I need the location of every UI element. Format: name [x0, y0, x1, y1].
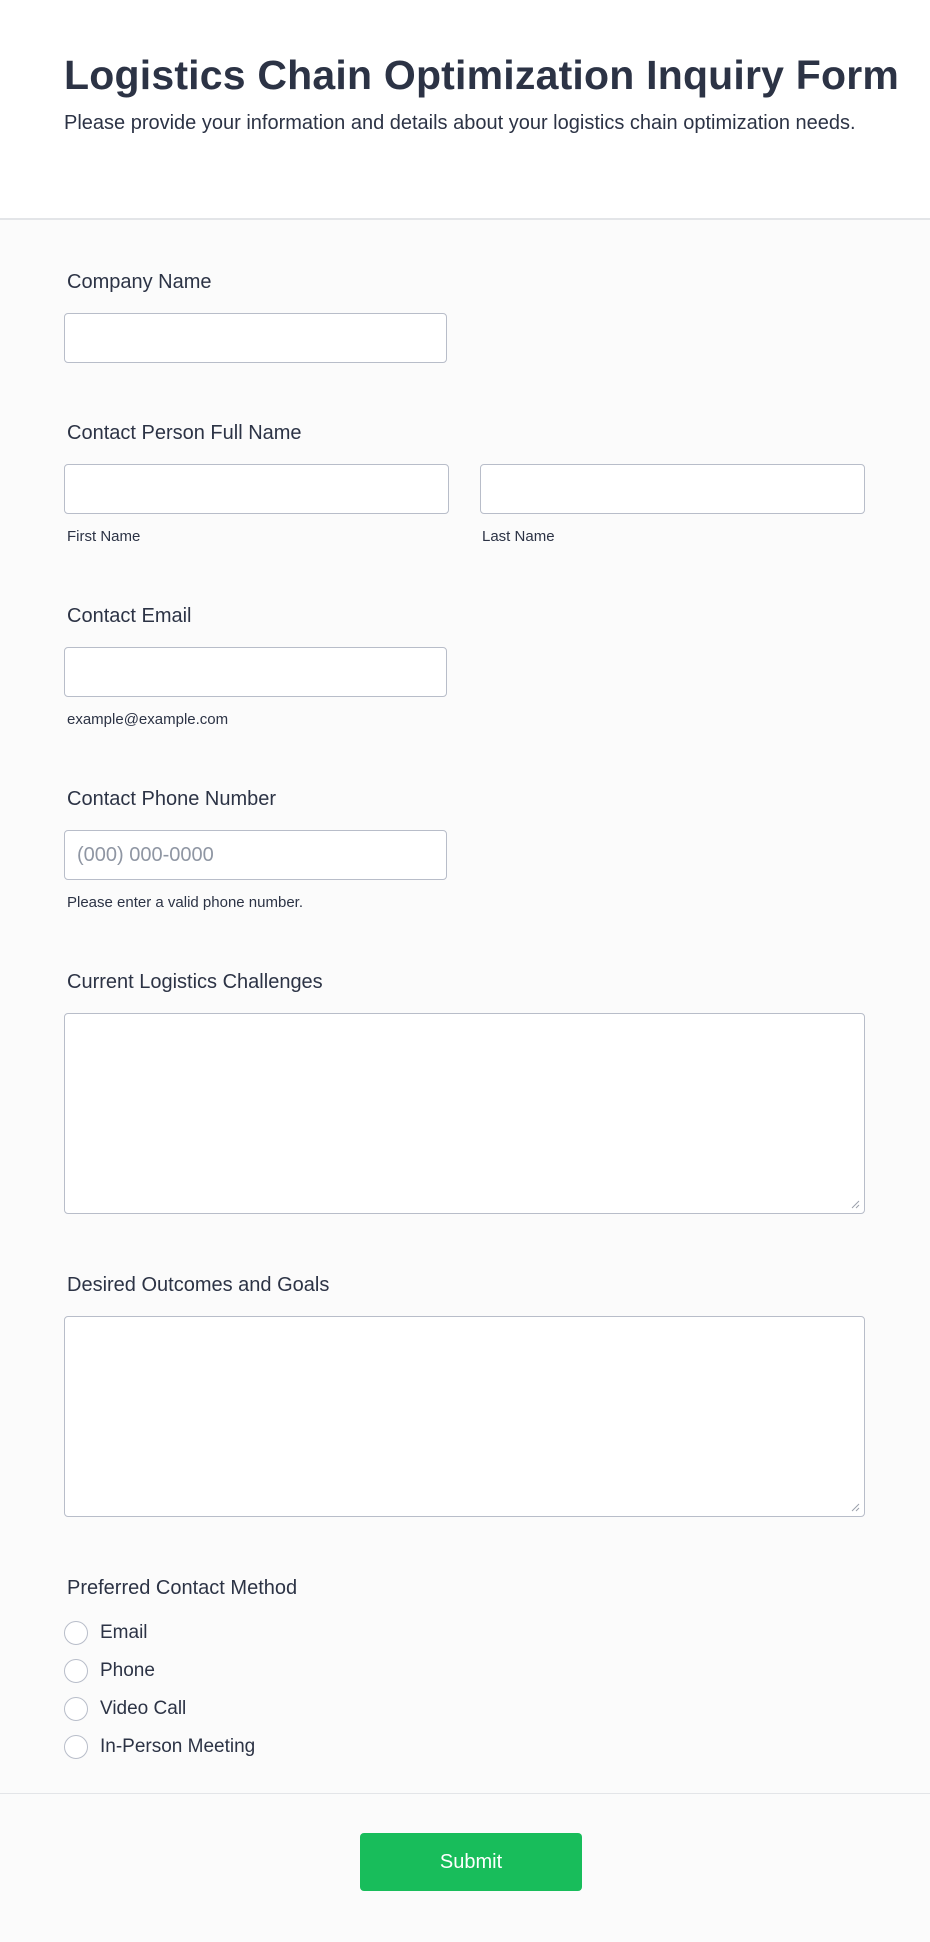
phone-sublabel: Please enter a valid phone number. — [67, 894, 303, 911]
first-name-input[interactable] — [64, 464, 449, 514]
radio-button[interactable] — [64, 1735, 88, 1759]
radio-option-video-call[interactable] — [64, 1696, 186, 1722]
resize-grip-icon[interactable] — [850, 1502, 860, 1512]
phone-input[interactable] — [64, 830, 447, 880]
radio-button[interactable] — [64, 1659, 88, 1683]
radio-option-label: Video Call — [100, 1698, 187, 1719]
radio-option-in-person[interactable] — [64, 1734, 255, 1760]
radio-option-email[interactable] — [64, 1620, 148, 1646]
goals-label: Desired Outcomes and Goals — [67, 1274, 330, 1296]
company-name-label: Company Name — [67, 271, 212, 293]
page-subtitle: Please provide your information and details about your logistics chain optimization needs. — [64, 112, 856, 134]
radio-option-label: In-Person Meeting — [100, 1736, 256, 1757]
footer-divider — [0, 1793, 930, 1794]
challenges-label: Current Logistics Challenges — [67, 971, 323, 993]
email-sublabel: example@example.com — [67, 711, 229, 728]
last-name-input[interactable] — [480, 464, 865, 514]
email-input[interactable] — [64, 647, 447, 697]
last-name-sublabel: Last Name — [482, 528, 555, 545]
phone-label: Contact Phone Number — [67, 788, 277, 810]
radio-option-phone[interactable] — [64, 1658, 155, 1684]
radio-button[interactable] — [64, 1697, 88, 1721]
form-header — [0, 0, 930, 220]
goals-textarea[interactable] — [64, 1316, 865, 1517]
company-name-input[interactable] — [64, 313, 447, 363]
challenges-textarea[interactable] — [64, 1013, 865, 1214]
contact-name-label: Contact Person Full Name — [67, 422, 302, 444]
radio-option-label: Phone — [100, 1660, 155, 1681]
email-label: Contact Email — [67, 605, 192, 627]
page-title: Logistics Chain Optimization Inquiry Form — [64, 52, 900, 98]
radio-button[interactable] — [64, 1621, 88, 1645]
resize-grip-icon[interactable] — [850, 1199, 860, 1209]
contact-method-label: Preferred Contact Method — [67, 1577, 298, 1599]
radio-option-label: Email — [100, 1622, 148, 1643]
first-name-sublabel: First Name — [67, 528, 141, 545]
submit-button[interactable]: Submit — [360, 1833, 582, 1891]
